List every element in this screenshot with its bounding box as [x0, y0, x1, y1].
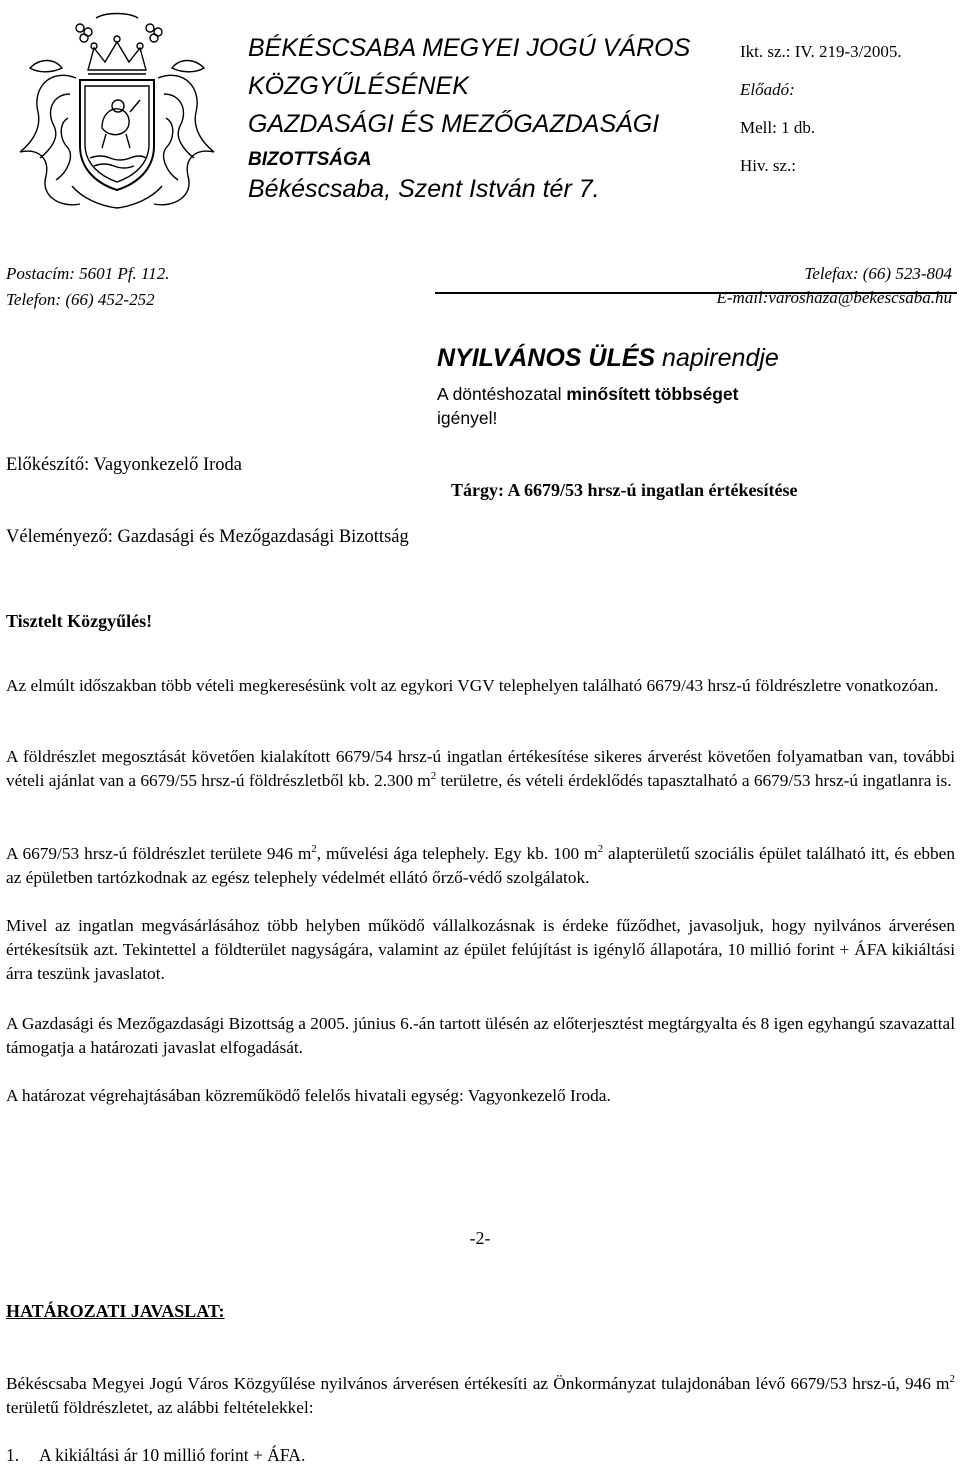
paragraph-3-sup-1: 2 — [311, 843, 317, 856]
org-name-line1: BÉKÉSCSABA MEGYEI JOGÚ VÁROS — [248, 34, 691, 62]
ikt-number: Ikt. sz.: IV. 219-3/2005. — [740, 42, 902, 61]
subject: Tárgy: A 6679/53 hrsz-ú ingatlan értékesítése — [451, 480, 798, 500]
postal-address: Postacím: 5601 Pf. 112. — [6, 264, 170, 283]
eloado-label: Előadó: — [740, 80, 795, 99]
paragraph-6: A határozat végrehajtásában közreműködő felelős hivatali egység: Vagyonkezelő Iroda. — [6, 1086, 611, 1105]
meeting-note — [437, 384, 739, 405]
mell-label: Mell: 1 db. — [740, 118, 816, 137]
paragraph-3-sup-2: 2 — [597, 843, 604, 856]
meeting-note-prefix: A döntéshozatal — [437, 384, 567, 404]
paragraph-2-text-b: területre, és vételi érdeklődés tapasztalható a 6679/53 hrsz-ú ingatlanra is. — [436, 771, 952, 790]
paragraph-3-text-a: A 6679/53 hrsz-ú földrészlet területe 946 m — [6, 844, 312, 863]
meeting-note-line2: igényel! — [437, 408, 498, 428]
resolution-item-1 — [6, 1445, 305, 1466]
salutation: Tisztelt Közgyűlés! — [6, 611, 153, 631]
org-name-line3: GAZDASÁGI ÉS MEZŐGAZDASÁGI — [248, 110, 660, 138]
phone: Telefon: (66) 452-252 — [6, 290, 155, 309]
meeting-note-bold: minősített többséget — [566, 384, 739, 404]
paragraph-2-sup: 2 — [430, 770, 437, 783]
paragraph-3-text-b: , művelési ága telephely. Egy kb. 100 m — [316, 844, 598, 863]
resolution-text — [6, 1372, 955, 1420]
meeting-title-rest: napirendje — [655, 344, 779, 372]
page-number: -2- — [469, 1228, 491, 1248]
header-rule — [435, 292, 957, 294]
meeting-title-bold: NYILVÁNOS ÜLÉS — [437, 344, 656, 372]
prepared-by: Előkészítő: Vagyonkezelő Iroda — [6, 455, 242, 475]
reviewer: Véleményező: Gazdasági és Mezőgazdasági Bizottság — [6, 527, 409, 547]
paragraph-3 — [6, 842, 955, 890]
resolution-text-b: területű földrészletet, az alábbi feltételekkel: — [6, 1398, 314, 1417]
org-address: Békéscsaba, Szent István tér 7. — [248, 175, 600, 203]
org-name-line2: KÖZGYŰLÉSÉNEK — [248, 72, 469, 100]
paragraph-2 — [6, 745, 955, 793]
hiv-label: Hiv. sz.: — [740, 156, 797, 175]
resolution-item-1-number: 1. — [6, 1445, 20, 1465]
email: E-mail:varoshaza@bekescsaba.hu — [716, 288, 952, 307]
meeting-title — [437, 344, 779, 373]
resolution-sup: 2 — [949, 1373, 955, 1386]
resolution-item-1-text: A kikiáltási ár 10 millió forint + ÁFA. — [39, 1445, 306, 1465]
org-name-line4: BIZOTTSÁGA — [248, 149, 372, 170]
paragraph-1: Az elmúlt időszakban több vételi megkeresésünk volt az egykori VGV telephelyen található 6679/43 hrsz-ú földrészletre vonatkozóan. — [6, 676, 939, 695]
paragraph-3-text-c: alapterületű szociális épület található itt, és ebben az épületben tartózkodnak az egész telephely védelmét ellátó őrző-védő szolgálatok. — [6, 844, 955, 887]
paragraph-5: A Gazdasági és Mezőgazdasági Bizottság a 2005. június 6.-án tartott ülésén az előterjesztést megtárgyalta és 8 igen egyhangú szavazattal támogatja a határozati javaslat elfogadását. — [6, 1014, 955, 1057]
coat-of-arms-icon — [10, 8, 225, 218]
resolution-heading: HATÁROZATI JAVASLAT: — [6, 1301, 225, 1321]
paragraph-4: Mivel az ingatlan megvásárlásához több helyben működő vállalkozásnak is érdeke fűződhet, javasoljuk, hogy nyilvános árverésen értékesítsük azt. Tekintettel a földterület nagyságára, valamint az épület felújítást is igénylő állapotára, 10 millió forint + ÁFA kikiáltási árra teszünk javaslatot. — [6, 916, 955, 983]
fax: Telefax: (66) 523-804 — [804, 264, 952, 283]
paragraph-2-text-a: A földrészlet megosztását követően kialakított 6679/54 hrsz-ú ingatlan értékesítése sikeres árverést követően folyamatban van, további vételi ajánlat van a 6679/55 hrsz-ú földrészletből kb. 2.300 m — [6, 747, 955, 790]
resolution-text-a: Békéscsaba Megyei Jogú Város Közgyűlése nyilvános árverésen értékesíti az Önkormányzat tulajdonában lévő 6679/53 hrsz-ú, 946 m — [6, 1374, 950, 1393]
